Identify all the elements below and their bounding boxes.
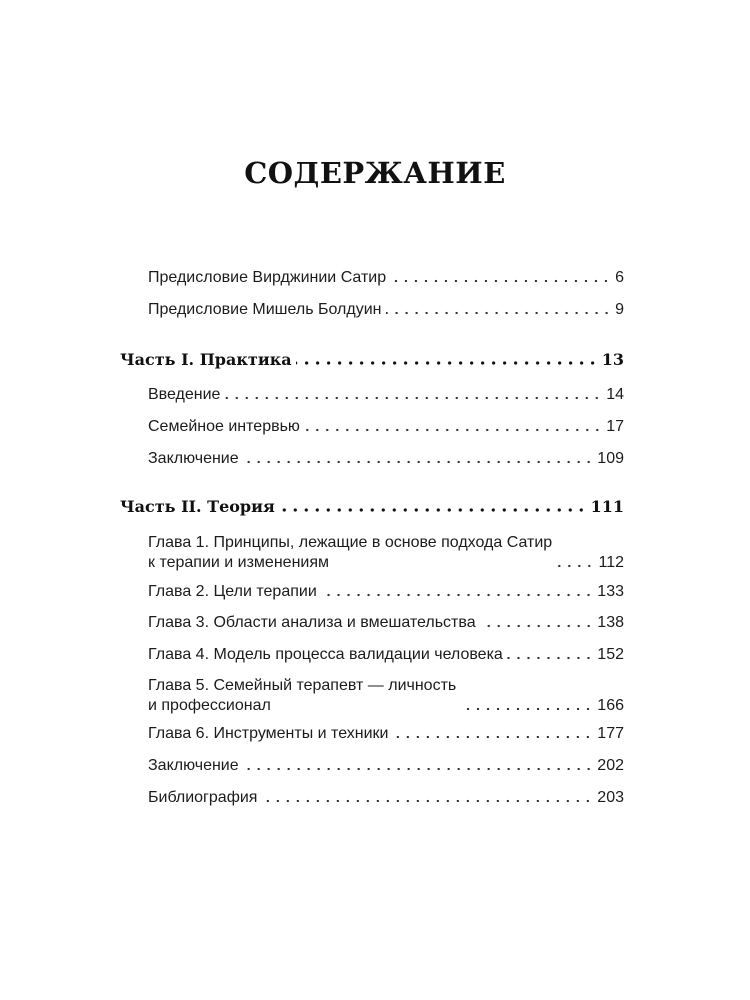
dot-leader <box>392 735 593 739</box>
toc-entry-text <box>148 676 456 716</box>
toc-entry-chapter-6[interactable] <box>148 724 624 744</box>
toc-page-number: 203 <box>597 789 624 806</box>
toc-page-number: 13 <box>601 350 624 369</box>
toc-page-number: 14 <box>606 386 624 403</box>
toc-entry-preface-baldwin[interactable] <box>148 300 624 320</box>
toc-page-number: 112 <box>598 554 624 571</box>
toc-entry-introduction[interactable] <box>148 385 624 405</box>
toc-entry-chapter-5[interactable] <box>148 676 624 716</box>
dot-leader <box>224 396 602 400</box>
dot-leader <box>261 799 593 803</box>
toc-part-1-practice[interactable] <box>120 350 624 370</box>
toc-entry-chapter-2[interactable] <box>148 582 624 602</box>
toc-entry-chapter-4[interactable] <box>148 645 624 665</box>
toc-entry-text: Заключение <box>148 757 239 774</box>
toc-part-text: Часть II. Теория <box>120 497 275 516</box>
toc-entry-text <box>148 533 552 573</box>
dot-leader <box>243 767 594 771</box>
toc-page-number: 177 <box>597 725 624 742</box>
toc-entry-line-2: и профессионал <box>148 697 271 714</box>
toc-entry-text: Заключение <box>148 450 239 467</box>
dot-leader <box>460 707 593 711</box>
toc-entry-text: Предисловие Мишель Болдуин <box>148 301 382 318</box>
toc-entry-text: Глава 2. Цели терапии <box>148 583 317 600</box>
toc-page-number: 6 <box>615 269 624 286</box>
toc-entry-chapter-1[interactable] <box>148 533 624 573</box>
toc-page-number: 9 <box>615 301 624 318</box>
toc-entry-preface-satir[interactable] <box>148 268 624 288</box>
toc-entry-bibliography[interactable] <box>148 788 624 808</box>
toc-entry-text: Предисловие Вирджинии Сатир <box>148 269 387 286</box>
toc-entry-text: Глава 6. Инструменты и техники <box>148 725 389 742</box>
toc-page-number: 109 <box>597 450 624 467</box>
dot-leader <box>507 656 593 660</box>
toc-entry-line-2: к терапии и изменениям <box>148 554 329 571</box>
toc-entry-conclusion-part1[interactable] <box>148 449 624 469</box>
toc-entry-family-interview[interactable] <box>148 417 624 437</box>
dot-leader <box>556 564 594 568</box>
toc-entry-line-1: Глава 1. Принципы, лежащие в основе подхода Сатир <box>148 534 553 551</box>
toc-entry-text: Введение <box>148 386 221 403</box>
dot-leader <box>386 311 612 315</box>
toc-entry-text: Семейное интервью <box>148 418 300 435</box>
toc-page-number: 111 <box>590 497 624 516</box>
page-title: СОДЕРЖАНИЕ <box>244 156 506 191</box>
toc-part-2-theory[interactable] <box>120 497 624 517</box>
dot-leader <box>321 593 594 597</box>
dot-leader <box>279 508 587 512</box>
toc-entry-chapter-3[interactable] <box>148 613 624 633</box>
toc-page-number: 138 <box>597 614 624 631</box>
toc-entry-text: Глава 4. Модель процесса валидации человека <box>148 646 503 663</box>
dot-leader <box>296 361 598 365</box>
toc-entry-line-1: Глава 5. Семейный терапевт — личность <box>148 677 457 694</box>
toc-page-number: 166 <box>597 697 624 714</box>
dot-leader <box>243 460 594 464</box>
toc-part-text: Часть I. Практика <box>120 350 292 369</box>
toc-entry-text: Библиография <box>148 789 258 806</box>
toc-entry-text: Глава 3. Области анализа и вмешательства <box>148 614 476 631</box>
dot-leader <box>304 428 602 432</box>
toc-page-number: 133 <box>597 583 624 600</box>
toc-page-number: 202 <box>597 757 624 774</box>
toc-page-number: 152 <box>597 646 624 663</box>
dot-leader <box>480 624 594 628</box>
dot-leader <box>390 279 611 283</box>
toc-entry-conclusion-part2[interactable] <box>148 756 624 776</box>
toc-page-number: 17 <box>606 418 624 435</box>
